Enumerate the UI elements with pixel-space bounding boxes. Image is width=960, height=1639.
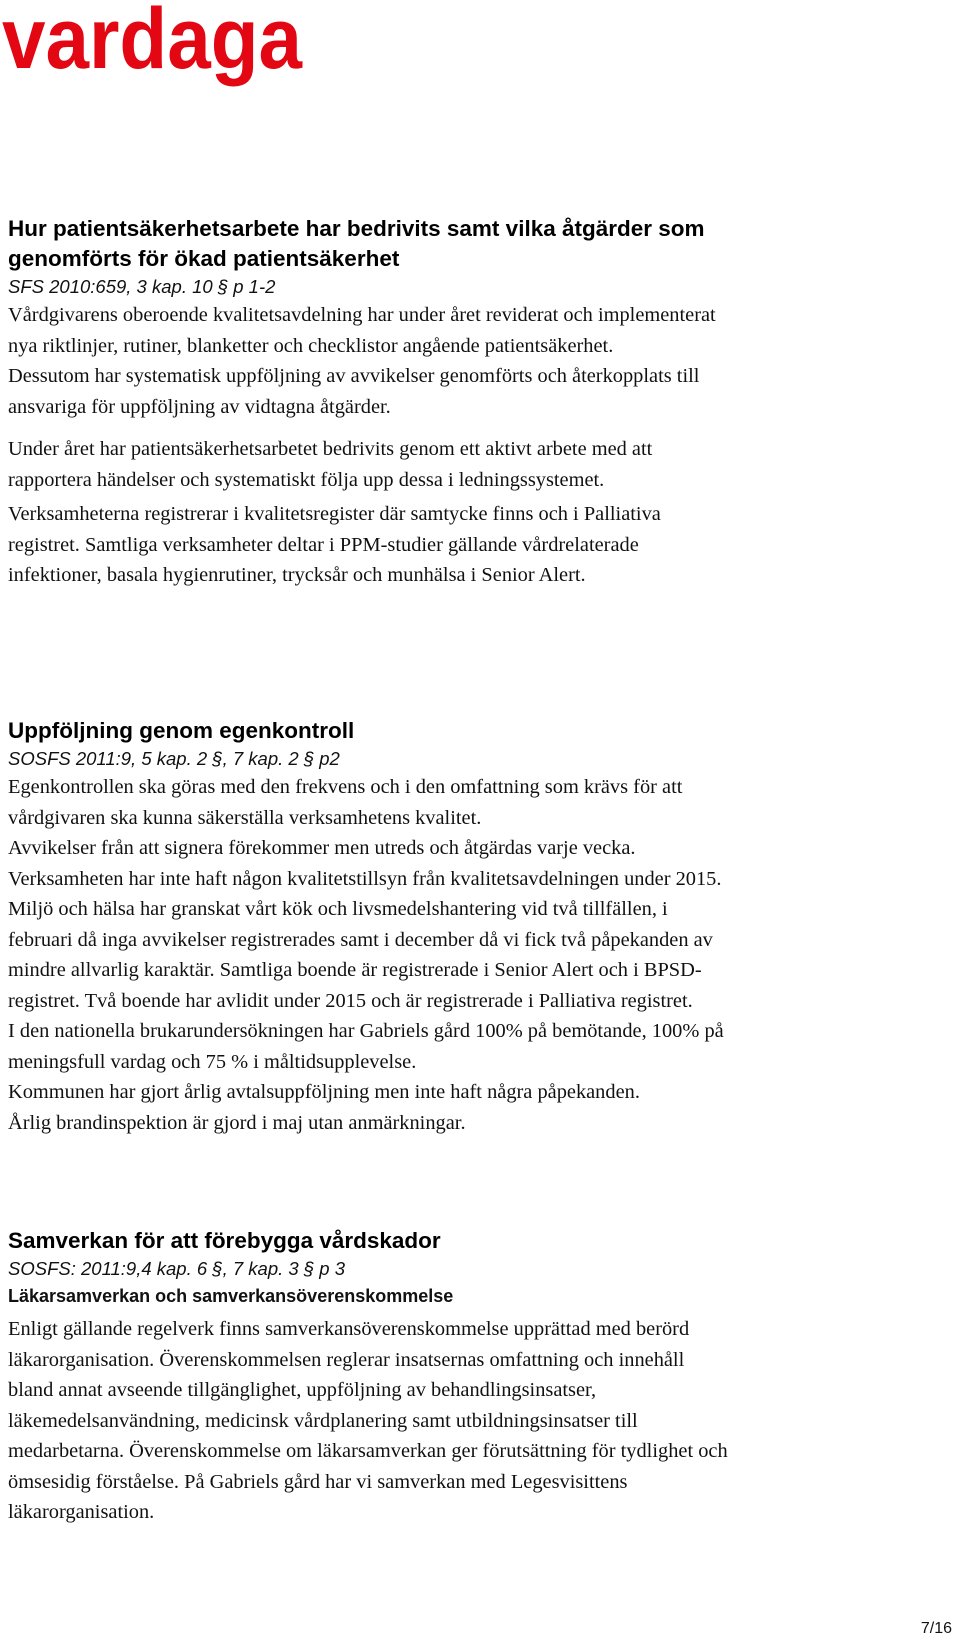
- vardaga-logo: [2, 0, 306, 90]
- paragraph: Vårdgivarens oberoende kvalitetsavdelning har under året reviderat och implementerat nya riktlinjer, rutiner, blanketter och checklistor angående patientsäkerhet. Dessutom har systematisk uppföljning av avvikelser genomförts och återkopplats till ansvariga för uppföljning av vidtagna åtgärder.: [8, 304, 716, 418]
- legal-reference: SFS 2010:659, 3 kap. 10 § p 1-2: [8, 276, 276, 297]
- logo-text: vardaga: [2, 0, 304, 87]
- section-heading: Hur patientsäkerhetsarbete har bedrivits samt vilka åtgärder som genomförts för ökad patientsäkerhet: [8, 216, 705, 271]
- page-number: 7/16: [920, 1620, 952, 1637]
- legal-reference: SOSFS: 2011:9,4 kap. 6 §, 7 kap. 3 § p 3: [8, 1258, 345, 1279]
- paragraph: Verksamheterna registrerar i kvalitetsregister där samtycke finns och i Palliativa registret. Samtliga verksamheter deltar i PPM-studier gällande vårdrelaterade infektioner, basala hygienrutiner, trycksår och munhälsa i Senior Alert.: [8, 503, 661, 586]
- section-self-control: [8, 716, 724, 1138]
- paragraph: Egenkontrollen ska göras med den frekvens och i den omfattning som krävs för att vårdgivaren ska kunna säkerställa verksamhetens kvalitet. Avvikelser från att signera förekommer men utreds och åtgärdas varje vecka. Verksamheten har inte haft någon kvalitetstillsyn från kvalitetsavdelningen under 2015. Miljö och hälsa har granskat vårt kök och livsmedelshantering vid två tillfällen, i februari då inga avvikelser registrerades samt i december då vi fick två påpekanden av mindre allvarlig karaktär. Samtliga boende är registrerade i Senior Alert och i BPSD- registret. Två boende har avlidit under 2015 och är registrerade i Palliativa registret. I den nationella brukarundersökningen har Gabriels gård 100% på bemötande, 100% på meningsfull vardag och 75 % i måltidsupplevelse. Kommunen har gjort årlig avtalsuppföljning men inte haft några påpekanden. Årlig brandinspektion är gjord i maj utan anmärkningar.: [8, 776, 724, 1134]
- vardaga-logo-graphic: [2, 0, 306, 90]
- paragraph: Enligt gällande regelverk finns samverkansöverenskommelse upprättad med berörd läkarorganisation. Överenskommelsen reglerar insatsernas omfattning och innehåll bland annat avseende tillgänglighet, uppföljning av behandlingsinsatser, läkemedelsanvändning, medicinsk vårdplanering samt utbildningsinsatser till medarbetarna. Överenskommelse om läkarsamverkan ger förutsättning för tydlighet och ömsesidig förståelse. På Gabriels gård har vi samverkan med Legesvisittens läkarorganisation.: [8, 1318, 728, 1523]
- paragraph: Under året har patientsäkerhetsarbetet bedrivits genom ett aktivt arbete med att rapportera händelser och systematiskt följa upp dessa i ledningssystemet.: [8, 438, 653, 491]
- section-patient-safety: [8, 214, 716, 591]
- section-cooperation: [8, 1226, 728, 1528]
- section-subheading: Läkarsamverkan och samverkansöverenskommelse: [8, 1286, 454, 1306]
- legal-reference: SOSFS 2011:9, 5 kap. 2 §, 7 kap. 2 § p2: [8, 748, 340, 769]
- section-heading: Samverkan för att förebygga vårdskador: [8, 1228, 441, 1253]
- section-heading: Uppföljning genom egenkontroll: [8, 718, 355, 743]
